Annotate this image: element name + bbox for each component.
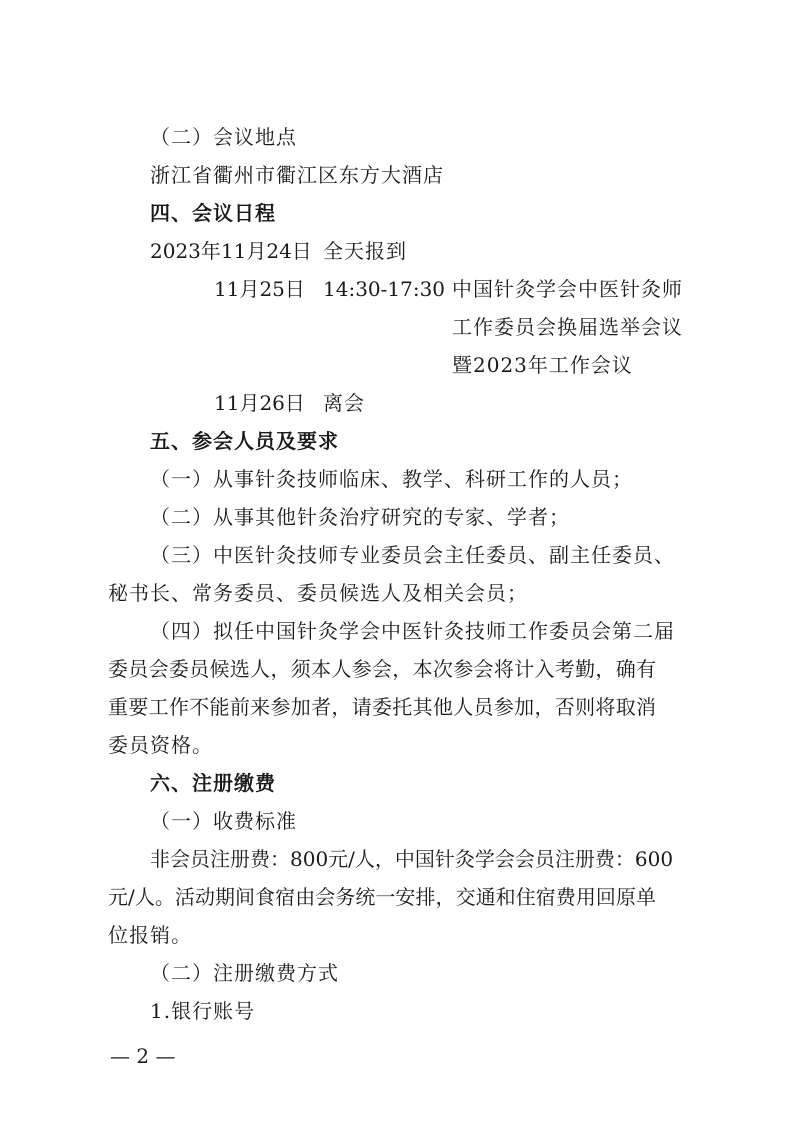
attendees-item4-line2: 委员会委员候选人，须本人参会，本次参会将计入考勤，确有 xyxy=(108,657,656,681)
schedule-day1-event: 全天报到 xyxy=(323,239,407,263)
fees-standard-label: （一）收费标准 xyxy=(150,809,297,833)
schedule-day2-date: 11月25日 xyxy=(214,277,305,301)
schedule-day2-event-line2: 工作委员会换届选举会议 xyxy=(452,315,683,339)
location-value: 浙江省衢州市衢江区东方大酒店 xyxy=(150,163,444,187)
schedule-heading: 四、会议日程 xyxy=(150,201,276,225)
attendees-item3-line1: （三）中医针灸技师专业委员会主任委员、副主任委员、 xyxy=(150,543,675,567)
fees-method-label: （二）注册缴费方式 xyxy=(150,961,339,985)
attendees-item1: （一）从事针灸技师临床、教学、科研工作的人员； xyxy=(150,467,633,491)
fees-standard-line1: 非会员注册费：800元/人，中国针灸学会会员注册费：600 xyxy=(150,847,674,871)
fees-standard-line3: 位报销。 xyxy=(108,923,192,947)
attendees-item4-line3: 重要工作不能前来参加者，请委托其他人员参加，否则将取消 xyxy=(108,695,656,719)
schedule-day3-event: 离会 xyxy=(323,391,365,415)
fees-heading: 六、注册缴费 xyxy=(150,771,276,795)
attendees-item3-line2: 秘书长、常务委员、委员候选人及相关会员； xyxy=(108,581,528,605)
schedule-day3-date: 11月26日 xyxy=(214,391,305,415)
fees-bank-label: 1.银行账号 xyxy=(150,999,256,1023)
schedule-day2-time: 14:30-17:30 xyxy=(323,277,446,301)
schedule-day2-event-line1: 中国针灸学会中医针灸师 xyxy=(452,277,683,301)
schedule-day1-date: 2023年11月24日 xyxy=(150,239,312,263)
location-label: （二）会议地点 xyxy=(150,125,297,149)
attendees-item4-line1: （四）拟任中国针灸学会中医针灸技师工作委员会第二届 xyxy=(150,619,675,643)
attendees-heading: 五、参会人员及要求 xyxy=(150,429,339,453)
fees-standard-line2: 元/人。活动期间食宿由会务统一安排，交通和住宿费用回原单 xyxy=(108,885,656,909)
attendees-item2: （二）从事其他针灸治疗研究的专家、学者； xyxy=(150,505,570,529)
schedule-day2-event-line3: 暨2023年工作会议 xyxy=(452,353,633,377)
page-number: — 2 — xyxy=(110,1044,176,1068)
attendees-item4-line4: 委员资格。 xyxy=(108,733,213,757)
